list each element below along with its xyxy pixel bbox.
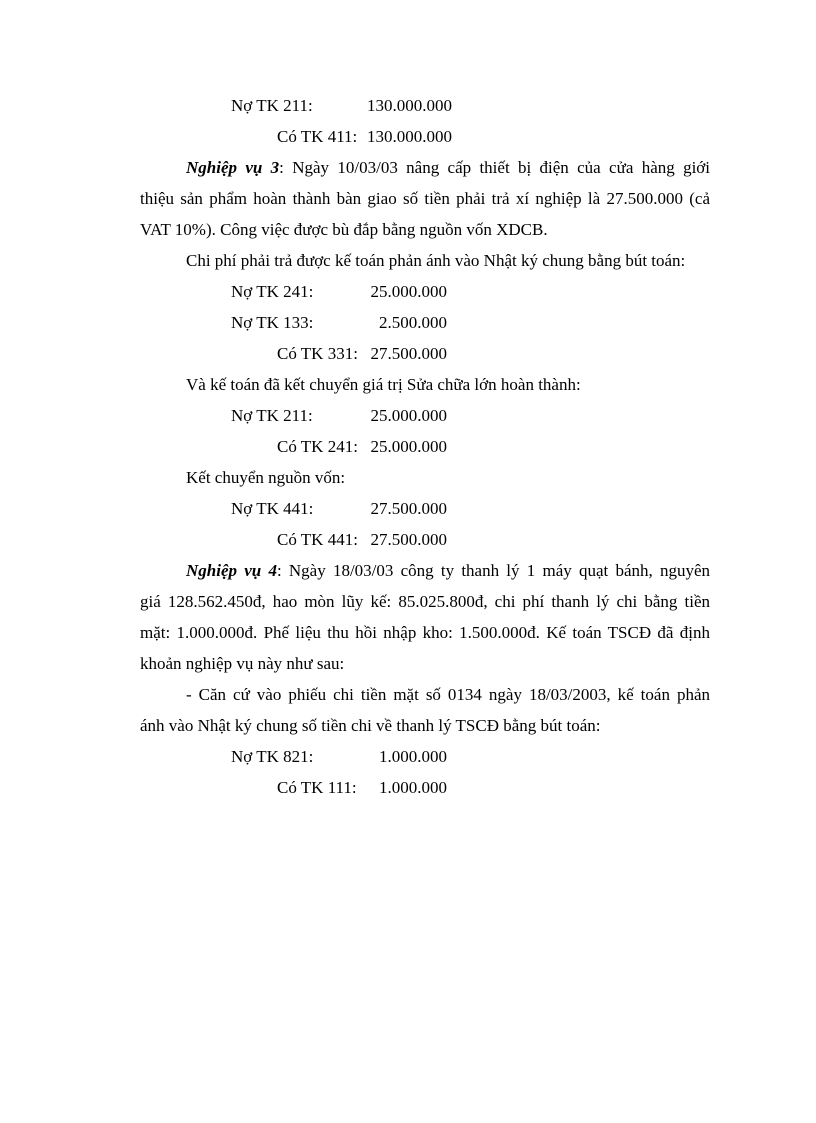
account-label: Có TK 441: bbox=[277, 530, 358, 549]
paragraph-line bbox=[186, 555, 710, 586]
paragraph-line: mặt: 1.000.000đ. Phế liệu thu hồi nhập kho: 1.500.000đ. Kế toán TSCĐ đã định bbox=[140, 623, 710, 642]
account-label: Nợ TK 441: bbox=[231, 499, 314, 518]
account-label: Có TK 331: bbox=[277, 344, 358, 363]
journal-entry-credit bbox=[277, 338, 447, 369]
journal-entry-debit bbox=[231, 741, 447, 772]
amount: 2.500.000 bbox=[379, 313, 447, 332]
transaction-heading: Nghiệp vụ 4 bbox=[186, 561, 277, 580]
paragraph-line: - Căn cứ vào phiếu chi tiền mặt số 0134 ngày 18/03/2003, kế toán phản bbox=[186, 685, 710, 704]
paragraph-line: giá 128.562.450đ, hao mòn lũy kế: 85.025.800đ, chi phí thanh lý chi bằng tiền bbox=[140, 592, 710, 611]
paragraph-line: Kết chuyển nguồn vốn: bbox=[186, 468, 346, 487]
amount: 25.000.000 bbox=[370, 282, 447, 301]
amount: 27.500.000 bbox=[370, 344, 447, 363]
journal-entry-credit bbox=[277, 431, 447, 462]
account-label: Nợ TK 133: bbox=[231, 313, 314, 332]
amount: 130.000.000 bbox=[367, 96, 452, 115]
journal-entry-credit bbox=[277, 524, 447, 555]
paragraph-line: khoản nghiệp vụ này như sau: bbox=[140, 654, 345, 673]
paragraph-line bbox=[186, 152, 710, 183]
paragraph-text: : Ngày 10/03/03 nâng cấp thiết bị điện của cửa hàng giới bbox=[279, 158, 711, 177]
paragraph-line: Và kế toán đã kết chuyển giá trị Sửa chữa lớn hoàn thành: bbox=[186, 375, 581, 394]
journal-entry-credit bbox=[277, 772, 447, 803]
amount: 27.500.000 bbox=[370, 530, 447, 549]
journal-entry-credit bbox=[277, 121, 452, 152]
amount: 25.000.000 bbox=[370, 437, 447, 456]
account-label: Nợ TK 211: bbox=[231, 406, 313, 425]
journal-entry-debit bbox=[231, 307, 447, 338]
amount: 25.000.000 bbox=[370, 406, 447, 425]
amount: 130.000.000 bbox=[367, 127, 452, 146]
journal-entry-debit bbox=[231, 493, 447, 524]
paragraph-line: thiệu sản phẩm hoàn thành bàn giao số tiền phải trả xí nghiệp là 27.500.000 (cả bbox=[140, 189, 710, 208]
account-label: Nợ TK 241: bbox=[231, 282, 314, 301]
paragraph-text: : Ngày 18/03/03 công ty thanh lý 1 máy quạt bánh, nguyên bbox=[276, 561, 711, 580]
journal-entry-debit bbox=[231, 276, 447, 307]
account-label: Có TK 241: bbox=[277, 437, 358, 456]
account-label: Nợ TK 211: bbox=[231, 96, 313, 115]
account-label: Nợ TK 821: bbox=[231, 747, 314, 766]
journal-entry-debit bbox=[231, 90, 452, 121]
account-label: Có TK 111: bbox=[277, 778, 357, 797]
journal-entry-debit bbox=[231, 400, 447, 431]
paragraph-line: ánh vào Nhật ký chung số tiền chi về thanh lý TSCĐ bằng bút toán: bbox=[140, 716, 601, 735]
amount: 1.000.000 bbox=[379, 747, 447, 766]
paragraph-line: VAT 10%). Công việc được bù đắp bằng nguồn vốn XDCB. bbox=[140, 220, 548, 239]
amount: 1.000.000 bbox=[379, 778, 447, 797]
account-label: Có TK 411: bbox=[277, 127, 358, 146]
amount: 27.500.000 bbox=[370, 499, 447, 518]
transaction-heading: Nghiệp vụ 3 bbox=[186, 158, 280, 177]
paragraph-line: Chi phí phải trả được kế toán phản ánh vào Nhật ký chung bằng bút toán: bbox=[186, 251, 686, 270]
